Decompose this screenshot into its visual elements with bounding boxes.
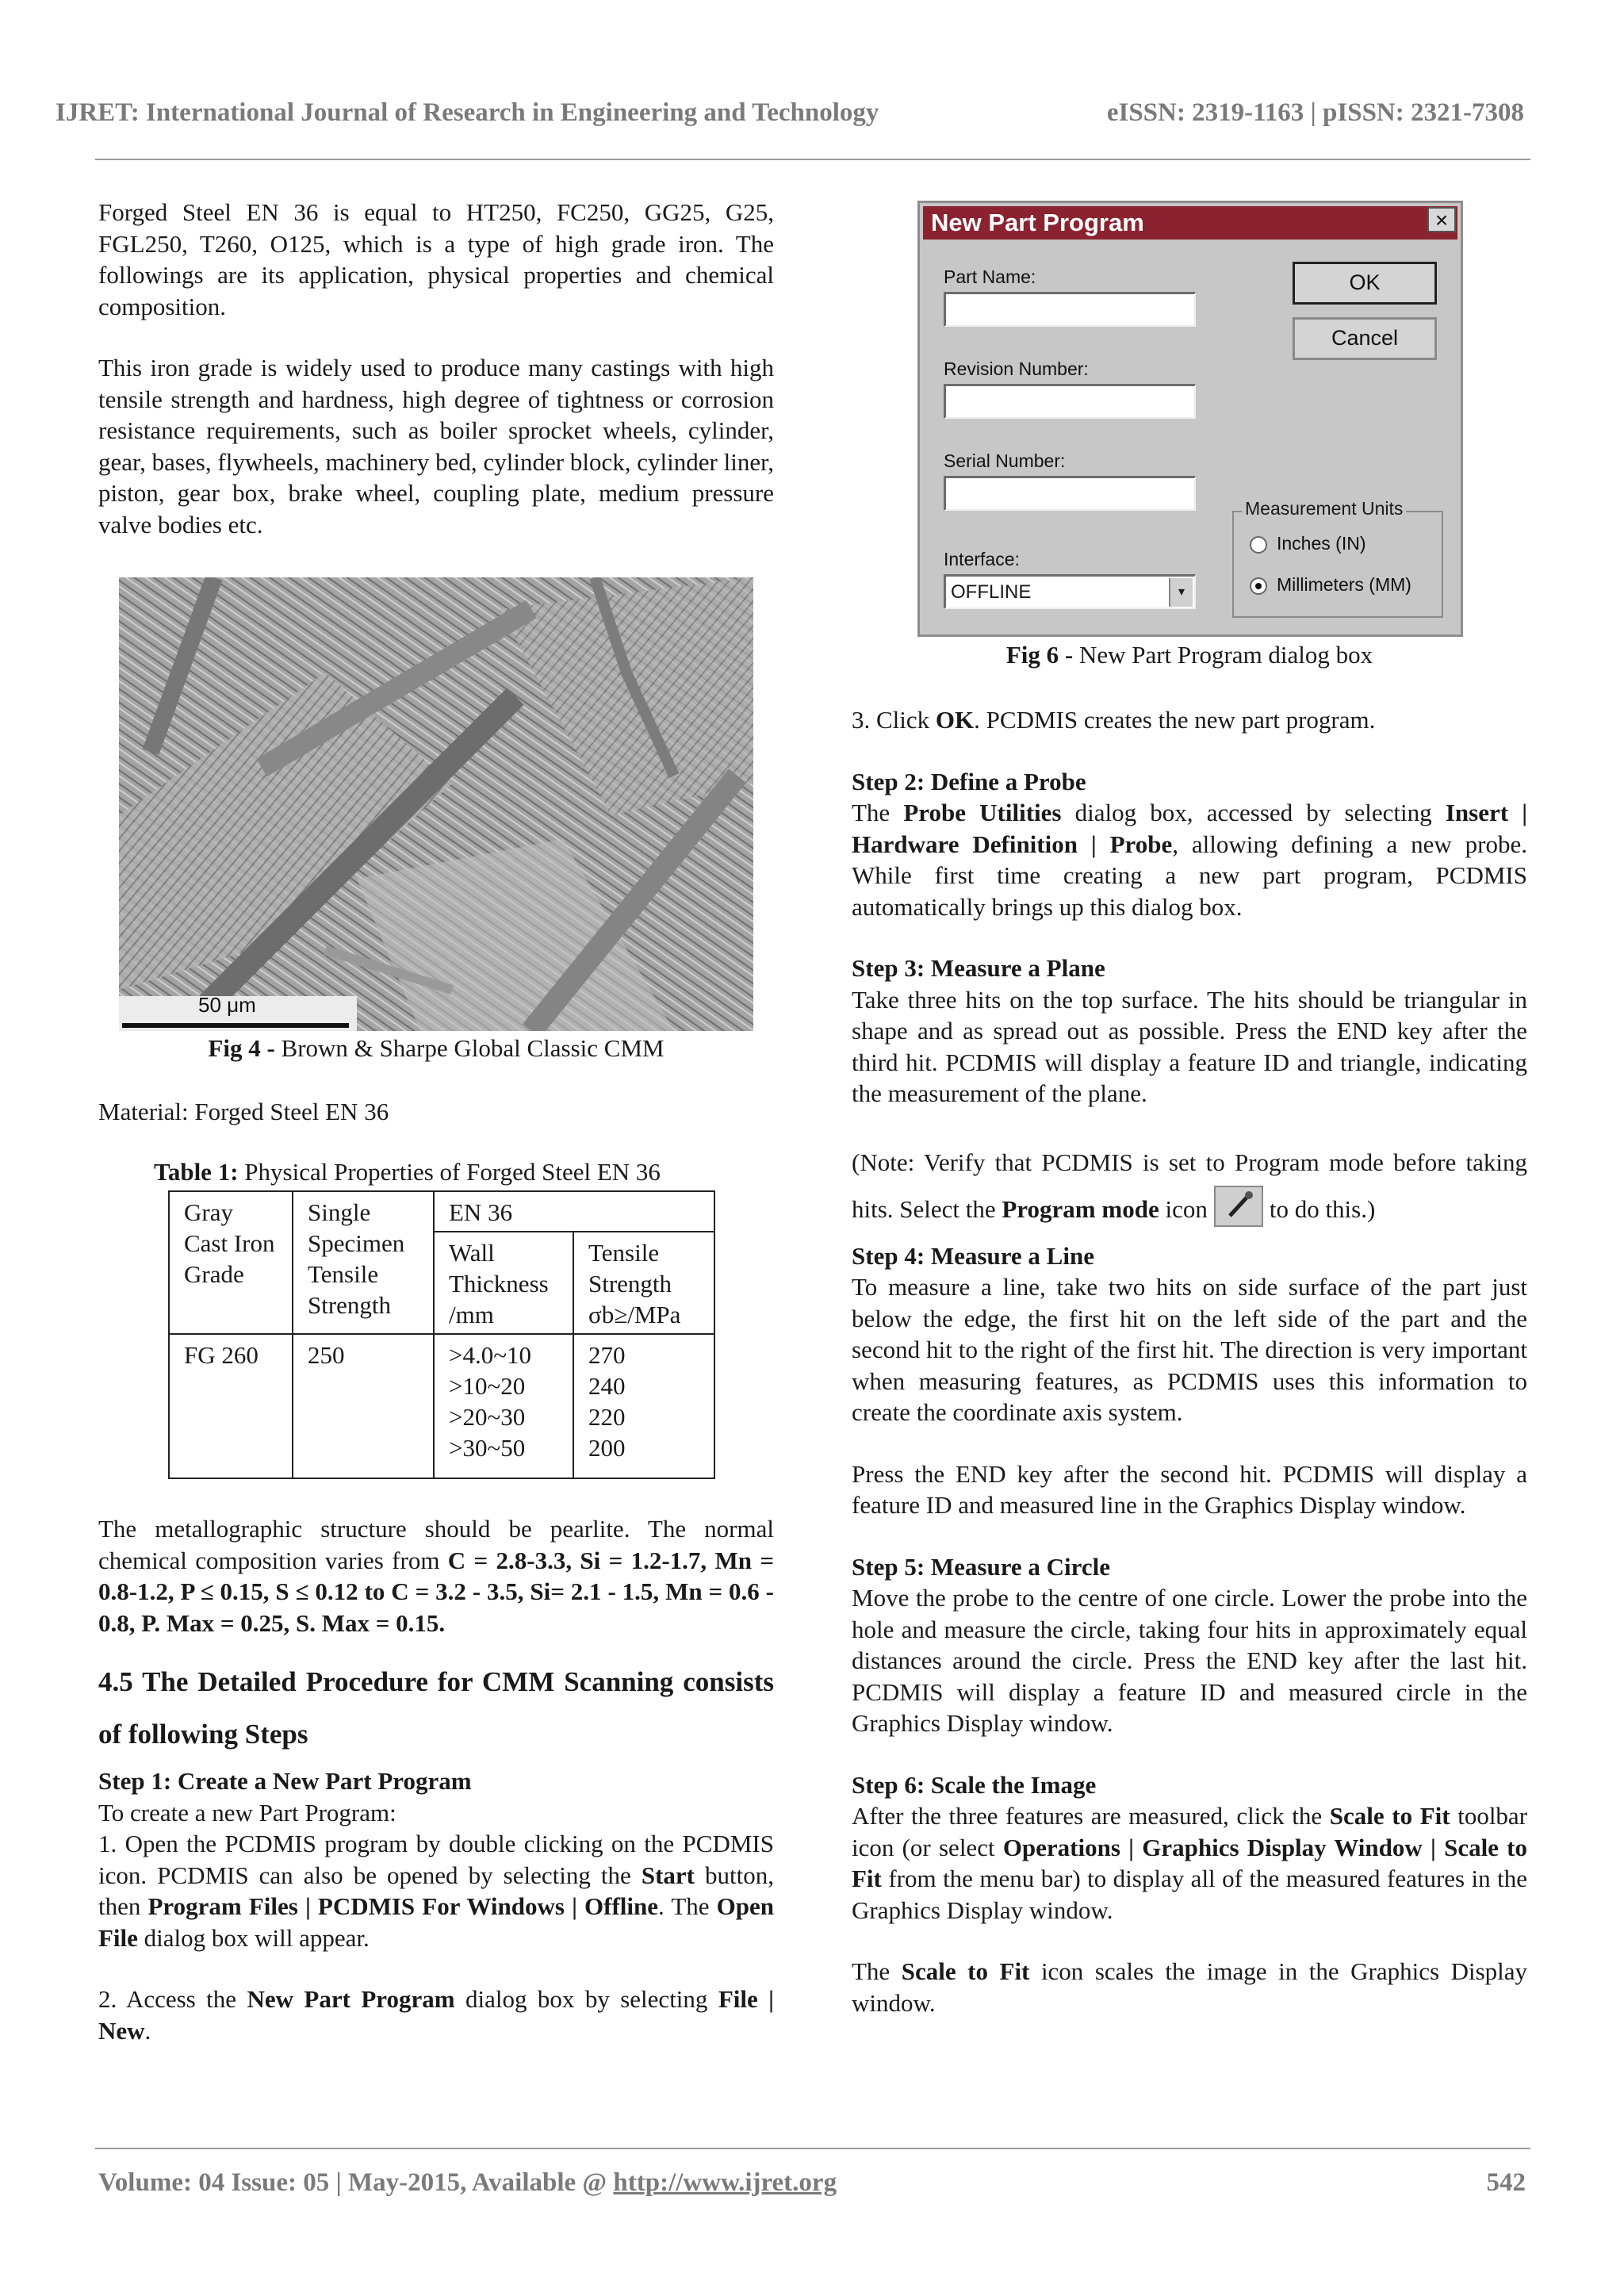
- s1-text-e: . The: [658, 1892, 710, 1920]
- s2-new-part: New Part Program: [247, 1985, 455, 2013]
- fig6-text: New Part Program dialog box: [1078, 641, 1373, 669]
- step4-text: To measure a line, take two hits on side surface of the part just below the edge, the first hit on the left side of the part and the second hit to the right of the first hit. The direction is very important when measuring features, as PCDMIS uses this information to create the coordinate axis system.: [852, 1273, 1527, 1426]
- step5-title: [852, 1551, 1527, 1583]
- composition-intro: The metallographic structure should be pearlite. The normal chemical composition varies from: [98, 1515, 774, 1574]
- serial-input[interactable]: [944, 476, 1196, 511]
- header-specimen: Single Specimen Tensile Strength: [293, 1191, 434, 1334]
- note-text-c: icon: [1165, 1194, 1208, 1223]
- st2-menu-path: Insert | Hardware Definition | Probe: [852, 799, 1528, 858]
- micrograph-image: [119, 577, 753, 1031]
- left-column-intro: [98, 197, 774, 540]
- s3-text-c: . PCDMIS creates the new part program.: [974, 706, 1376, 734]
- step6-text2: [852, 1956, 1527, 2018]
- ok-button[interactable]: OK: [1293, 262, 1437, 305]
- s3-text-a: 3. Click: [852, 706, 930, 734]
- s1-text-c: button, then: [98, 1861, 775, 1920]
- interface-label: Interface:: [944, 549, 1020, 569]
- note-text-a: (Note: Verify that PCDMIS is set to Program mode before taking hits. Select the: [852, 1148, 1527, 1223]
- st2-probe-utilities: Probe Utilities: [903, 799, 1062, 826]
- program-mode-note: [852, 1140, 1527, 1232]
- s2-text-c: dialog box by selecting: [465, 1985, 708, 2013]
- step5-title-text: Step 5: Measure a Circle: [852, 1552, 1110, 1581]
- cell-grade: FG 260: [169, 1334, 293, 1478]
- step3-text: Take three hits on the top surface. The hits should be triangular in shape and as spread out as possible. Press the END key after the third hit. PCDMIS will display a feature ID and triangle, indicating the measurement of the plane.: [852, 985, 1527, 1107]
- step5-text: Move the probe to the centre of one circle. Lower the probe into the hole and measure the circle, taking four hits in approximately equal distances around the circle. Press the END key after the last hit. PCDMIS will display a feature ID and measured circle in the Graphics Display window.: [852, 1584, 1527, 1737]
- paragraph-composition: [98, 1513, 774, 1639]
- st6-scale-to-fit: Scale to Fit: [1329, 1802, 1450, 1830]
- st6-text-a: After the three features are measured, click the: [852, 1802, 1323, 1830]
- st6-text-f: The: [852, 1957, 891, 1985]
- header-en36: EN 36: [434, 1191, 714, 1232]
- step1-item2: [98, 1984, 774, 2046]
- fig4-caption: [98, 1034, 774, 1063]
- header-tensile-strength: Tensile Strength σb≥/MPa: [573, 1232, 714, 1334]
- step4-title-text: Step 4: Measure a Line: [852, 1241, 1094, 1270]
- units-group: [1232, 511, 1443, 618]
- table-label: Table 1:: [154, 1158, 239, 1186]
- step6-title: [852, 1769, 1527, 1801]
- st6-text-e: from the menu bar) to display all of the measured features in the Graphics Display window.: [852, 1865, 1527, 1924]
- wall-value: >20~30: [449, 1403, 526, 1431]
- strength-value: 270: [588, 1341, 626, 1369]
- wall-value: >30~50: [449, 1434, 526, 1462]
- step4-text2: Press the END key after the second hit. PCDMIS will display a feature ID and measured line in the Graphics Display window.: [852, 1459, 1527, 1519]
- serial-label: Serial Number:: [944, 450, 1066, 471]
- footer-url-link[interactable]: http://www.ijret.org: [613, 2168, 837, 2197]
- wall-value: >10~20: [449, 1372, 526, 1400]
- st2-text-c: dialog box, accessed by selecting: [1074, 799, 1432, 826]
- st2-text-e: , allowing defining a new probe. While first time creating a new part program, PCDMIS automatically brings up this dialog box.: [852, 830, 1527, 921]
- step3-title-text: Step 3: Measure a Plane: [852, 954, 1105, 982]
- issn-label: eISSN: 2319-1163 | pISSN: 2321-7308: [1106, 98, 1524, 127]
- cell-walls: [434, 1334, 573, 1478]
- st2-text-a: The: [852, 799, 891, 826]
- fig4-text: Brown & Sharpe Global Classic CMM: [281, 1034, 665, 1062]
- step3-title: [852, 953, 1527, 984]
- s1-text-a: 1. Open the PCDMIS program by double clicking on the PCDMIS icon. PCDMIS can also be opened by selecting the: [98, 1830, 774, 1889]
- note-program-mode: Program mode: [1002, 1194, 1159, 1223]
- inches-label: Inches (IN): [1277, 533, 1366, 554]
- strength-value: 220: [588, 1403, 626, 1431]
- millimeters-label: Millimeters (MM): [1277, 574, 1411, 595]
- st6-text-h: icon scales the image in the Graphics Display window.: [852, 1957, 1528, 2017]
- right-column: [852, 704, 1527, 2018]
- s1-start: Start: [641, 1861, 695, 1889]
- s1-text-g: dialog box will appear.: [144, 1923, 370, 1952]
- step4-title: [852, 1240, 1527, 1272]
- header-grade: Gray Cast Iron Grade: [169, 1191, 293, 1334]
- material-line: Material: Forged Steel EN 36: [98, 1098, 389, 1125]
- wall-value: >4.0~10: [449, 1341, 532, 1369]
- step1-item3: [852, 704, 1527, 736]
- note-text-d: to do this.): [1269, 1194, 1376, 1223]
- cancel-button[interactable]: Cancel: [1293, 317, 1437, 360]
- dropdown-arrow-icon[interactable]: ▾: [1169, 578, 1193, 607]
- new-part-program-dialog: [917, 201, 1463, 637]
- interface-value: OFFLINE: [951, 581, 1032, 603]
- s2-file-new: File | New: [98, 1985, 775, 2045]
- footer-volume: [98, 2168, 837, 2198]
- section-heading-4-5: 4.5 The Detailed Procedure for CMM Scanning consists of following Steps: [98, 1666, 774, 1750]
- step2-title: [852, 766, 1527, 798]
- properties-table: [168, 1190, 715, 1479]
- composition-values: C = 2.8-3.3, Si = 1.2-1.7, Mn = 0.8-1.2, P ≤ 0.15, S ≤ 0.12 to C = 3.2 - 3.5, Si= 2.1 - 1.5, Mn = 0.6 - 0.8, P. Max = 0.25, S. Max = 0.15.: [98, 1546, 774, 1637]
- part-name-label: Part Name:: [944, 266, 1036, 287]
- step1-title-text: Step 1: Create a New Part Program: [98, 1767, 472, 1795]
- step2-text: [852, 797, 1527, 922]
- inches-radio[interactable]: [1250, 536, 1267, 554]
- dialog-title: New Part Program: [923, 206, 1457, 240]
- step6-text: [852, 1800, 1527, 1926]
- program-mode-icon: [1214, 1186, 1263, 1227]
- revision-label: Revision Number:: [944, 358, 1089, 379]
- units-label: Measurement Units: [1242, 498, 1406, 519]
- step2-title-text: Step 2: Define a Probe: [852, 767, 1086, 795]
- header-divider: [95, 159, 1530, 160]
- fig6-caption: [852, 641, 1527, 669]
- table-title: Physical Properties of Forged Steel EN 36: [244, 1158, 661, 1186]
- cell-specimen: 250: [293, 1334, 434, 1478]
- st6-scale-to-fit-2: Scale to Fit: [901, 1957, 1030, 1985]
- table-caption: [154, 1158, 661, 1186]
- s2-text-a: 2. Access the: [98, 1985, 237, 2013]
- part-name-input[interactable]: [944, 292, 1196, 327]
- paragraph-grade-equivalents: Forged Steel EN 36 is equal to HT250, FC250, GG25, G25, FGL250, T260, O125, which is a type of high grade iron. The followings are its application, physical properties and chemical composition.: [98, 198, 774, 320]
- header-wall-thickness: Wall Thickness /mm: [434, 1232, 573, 1334]
- strength-value: 240: [588, 1372, 626, 1400]
- journal-title: IJRET: International Journal of Research in Engineering and Technology: [56, 98, 879, 127]
- footer-divider: [95, 2148, 1530, 2149]
- step6-title-text: Step 6: Scale the Image: [852, 1770, 1097, 1799]
- cell-strengths: [573, 1334, 714, 1478]
- step1-item1: [98, 1828, 774, 1953]
- fig4-label: Fig 4 -: [208, 1034, 275, 1062]
- s1-program-path: Program Files | PCDMIS For Windows | Offline: [147, 1892, 659, 1920]
- revision-input[interactable]: [944, 384, 1196, 419]
- st6-menu-path: Operations | Graphics Display Window | Scale to Fit: [852, 1833, 1528, 1892]
- close-icon[interactable]: ×: [1427, 207, 1456, 232]
- strength-value: 200: [588, 1434, 626, 1462]
- s1-open-file: Open File: [98, 1892, 775, 1952]
- left-column-procedure: [98, 1513, 774, 2046]
- footer-volume-text: Volume: 04 Issue: 05 | May-2015, Available @: [98, 2168, 607, 2197]
- scale-bar-label: 50 μm: [198, 993, 256, 1017]
- step1-intro: To create a new Part Program:: [98, 1798, 396, 1826]
- fig6-label: Fig 6 -: [1005, 641, 1074, 669]
- s3-ok: OK: [935, 706, 975, 734]
- page-number: 542: [1486, 2168, 1526, 2197]
- paragraph-applications: This iron grade is widely used to produce many castings with high tensile strength and hardness, high degree of tightness or corrosion resistance requirements, such as boiler sprocket wheels, cylinder, gear, bases, flywheels, machinery bed, cylinder block, cylinder liner, piston, gear box, brake wheel, coupling plate, medium pressure valve bodies etc.: [98, 354, 774, 539]
- st6-text-c: toolbar icon (or select: [852, 1802, 1528, 1861]
- interface-select[interactable]: [944, 574, 1196, 609]
- millimeters-radio[interactable]: [1250, 577, 1267, 595]
- s2-text-e: .: [144, 2016, 151, 2045]
- step1-title: [98, 1765, 774, 1797]
